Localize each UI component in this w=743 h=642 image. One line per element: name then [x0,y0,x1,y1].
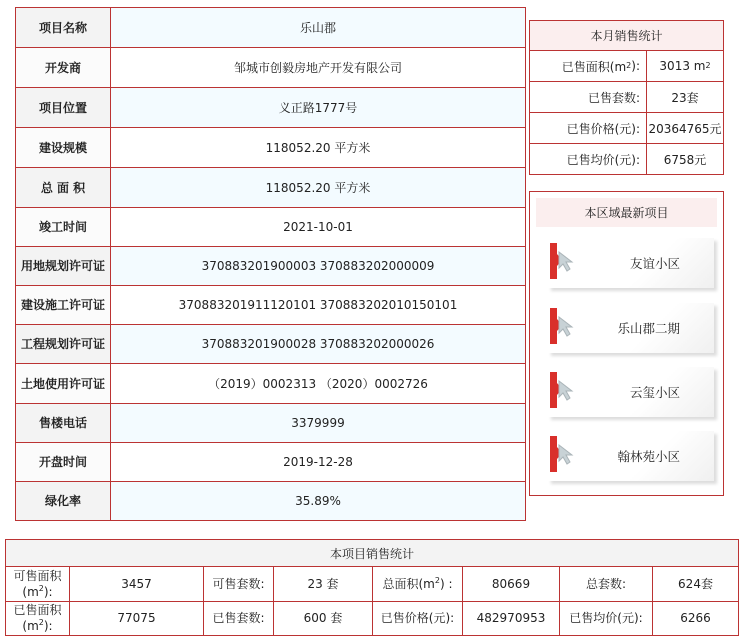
sold-area-label: 已售面积 $(m^2)$: [6,602,69,636]
land-use-permit-value: （2019）0002313 （2020）0002726 [111,364,525,403]
monthly-sales-title: 本月销售统计 [530,21,723,50]
sold-area-value: 77075 [70,602,203,636]
month-sold-units-label: 已售套数: [530,82,646,112]
month-avg-price-value: 6758元 [647,144,723,174]
land-use-permit-label: 土地使用许可证 [16,364,110,403]
green-rate-label: 绿化率 [16,482,110,520]
latest-project-name: 翰林苑小区 [617,449,680,464]
project-sales-title: 本项目销售统计 [6,540,738,566]
build-scale-label: 建设规模 [16,128,110,167]
avg-price-label: 已售均价(元): [560,602,652,636]
completion-date-value: 2021-10-01 [111,208,525,246]
build-scale-value: 118052.20 平方米 [111,128,525,167]
month-sold-area-label: 已售面积(m 2 ): [530,51,646,81]
project-name-value: 乐山郡 [111,8,525,47]
sold-units-label: 已售套数: [204,602,273,636]
land-plan-permit-label: 用地规划许可证 [16,247,110,285]
latest-project-name: 乐山郡二期 [617,321,680,336]
total-area-value: 118052.20 平方米 [111,168,525,207]
cursor-arrow-icon [556,379,578,401]
available-units-value: 23 套 [274,567,372,601]
available-area-value: 3457 [70,567,203,601]
sold-units-value: 600 套 [274,602,372,636]
cursor-arrow-icon [556,250,578,272]
month-sold-price-value: 20364765元 [647,113,723,143]
developer-label: 开发商 [16,48,110,87]
location-label: 项目位置 [16,88,110,127]
opening-date-label: 开盘时间 [16,443,110,481]
month-sold-area-value: 3013 m 2 [647,51,723,81]
sold-price-value: 482970953 [463,602,559,636]
construction-permit-label: 建设施工许可证 [16,286,110,324]
month-sold-price-label: 已售价格(元): [530,113,646,143]
latest-project-link[interactable] [548,367,714,417]
land-plan-permit-value: 370883201900003 370883202000009 [111,247,525,285]
engineering-plan-permit-label: 工程规划许可证 [16,325,110,363]
available-units-label: 可售套数: [204,567,273,601]
available-area-label: 可售面积 $(m^2)$: [6,567,69,601]
total-units-value: 624套 [653,567,738,601]
latest-project-name: 云玺小区 [629,385,680,400]
construction-permit-value: 370883201911120101 370883202010150101 [111,286,525,324]
sales-phone-value: 3379999 [111,404,525,442]
project-name-label: 项目名称 [16,8,110,47]
opening-date-value: 2019-12-28 [111,443,525,481]
latest-project-name: 友谊小区 [629,256,680,271]
sold-price-label: 已售价格(元): [373,602,462,636]
cursor-arrow-icon [556,443,578,465]
total-area-label: 总 面 积 [16,168,110,207]
avg-price-value: 6266 [653,602,738,636]
sales-phone-label: 售楼电话 [16,404,110,442]
completion-date-label: 竣工时间 [16,208,110,246]
month-avg-price-label: 已售均价(元): [530,144,646,174]
latest-projects-panel [529,191,724,496]
cursor-arrow-icon [556,315,578,337]
latest-project-link[interactable] [548,431,714,481]
project-sales-stats [5,539,739,636]
developer-value: 邹城市创毅房地产开发有限公司 [111,48,525,87]
location-value: 义正路1777号 [111,88,525,127]
monthly-sales-stats [529,20,724,175]
latest-project-link[interactable] [548,238,714,288]
total-units-label: 总套数: [560,567,652,601]
month-sold-units-value: 23套 [647,82,723,112]
latest-project-link[interactable] [548,303,714,353]
total-area-value: 80669 [463,567,559,601]
total-area-label: 总面积$(m^2)$ : [373,567,462,601]
latest-projects-title: 本区域最新项目 [536,198,717,227]
engineering-plan-permit-value: 370883201900028 370883202000026 [111,325,525,363]
green-rate-value: 35.89% [111,482,525,520]
project-info-table [15,7,526,521]
